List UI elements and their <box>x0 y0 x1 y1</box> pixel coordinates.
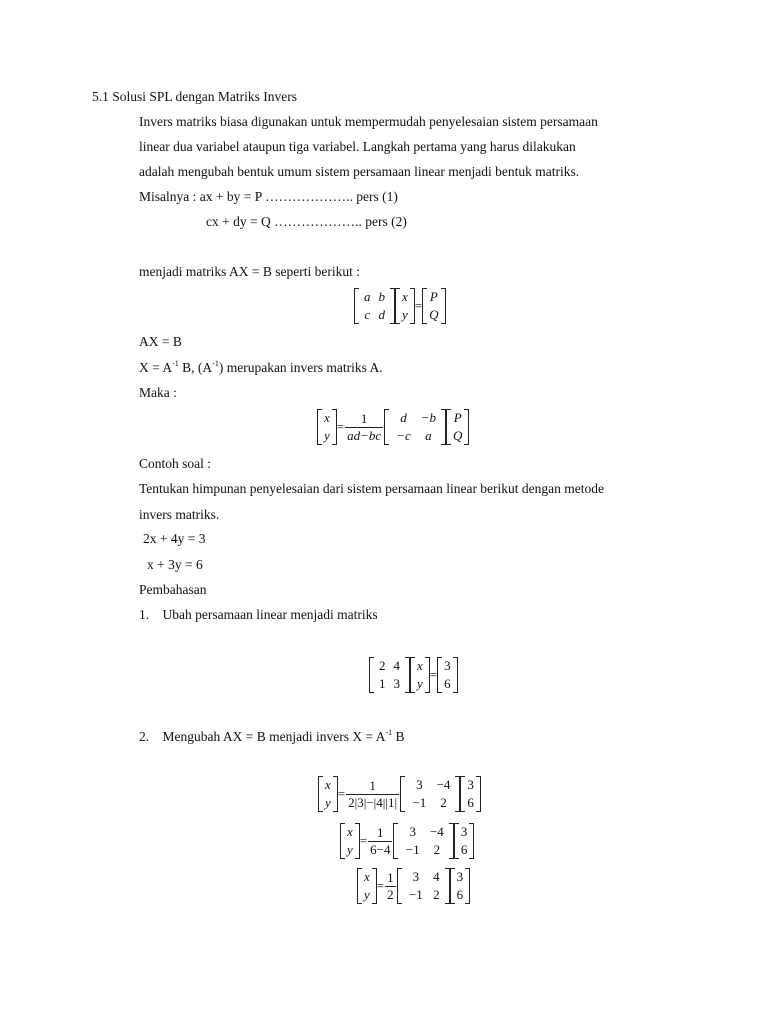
equals-sign: = <box>337 786 346 801</box>
section-heading: 5.1 Solusi SPL dengan Matriks Invers <box>92 89 297 104</box>
vector-b <box>437 657 458 693</box>
equation-2: cx + dy = Q ……………….. pers (2) <box>206 214 407 229</box>
fraction-denominator: 6−4 <box>370 841 391 857</box>
matrix-a <box>369 657 410 693</box>
inverse-formula <box>317 409 469 445</box>
vector-x <box>395 288 415 324</box>
matrix-cell: 2 <box>379 658 386 673</box>
vector-cell: x <box>325 777 331 792</box>
matrix-a <box>354 288 395 324</box>
step-text: Ubah persamaan linear menjadi matriks <box>162 607 378 622</box>
fraction-numerator: 1 <box>345 411 383 428</box>
matrix-cell: 3 <box>412 869 420 884</box>
fraction <box>346 778 399 811</box>
vector-cell: y <box>417 676 423 691</box>
vector-cell: y <box>325 795 331 810</box>
vector-cell: P <box>429 289 438 304</box>
fraction <box>345 411 383 444</box>
equals-sign: = <box>336 419 345 434</box>
example-label-text: Misalnya : <box>139 189 197 204</box>
matrix-cell: −4 <box>436 777 451 792</box>
step-number: 1. <box>139 607 150 622</box>
vector-cell: 6 <box>444 676 451 691</box>
matrix-cell: −b <box>420 410 436 425</box>
inverse-text-c: ) merupakan invers matriks A. <box>218 360 383 375</box>
vector-cell: 6 <box>467 795 474 810</box>
vector-b <box>446 409 469 445</box>
vector-cell: x <box>324 410 330 425</box>
vector-x <box>318 776 338 812</box>
inverse-text-a: X = A <box>139 360 173 375</box>
system-eq-1: 2x + 4y = 3 <box>143 531 206 546</box>
matrix-cell: −c <box>396 428 411 443</box>
vector-cell: 6 <box>456 887 464 902</box>
vector-b <box>450 868 471 904</box>
matrix-cell: c <box>364 307 371 322</box>
matrix-cell: 3 <box>409 824 416 839</box>
inverse-text-b: B, (A <box>178 360 213 375</box>
adjugate-matrix <box>393 823 453 859</box>
vector-cell: 6 <box>460 842 468 857</box>
fraction <box>368 825 392 858</box>
example-label <box>139 188 398 206</box>
vector-cell: Q <box>429 307 439 322</box>
adjugate-matrix <box>400 776 460 812</box>
vector-cell: y <box>364 887 370 902</box>
matrix-cell: −1 <box>405 842 420 857</box>
vector-cell: x <box>402 289 408 304</box>
vector-cell: 3 <box>467 777 474 792</box>
system-eq-2: x + 3y = 6 <box>147 557 203 572</box>
matrix-cell: a <box>425 428 432 443</box>
vector-cell: y <box>402 307 408 322</box>
vector-cell: x <box>347 824 353 839</box>
matrix-cell: −1 <box>412 795 427 810</box>
vector-cell: Q <box>453 428 463 443</box>
equals-sign: = <box>376 878 385 893</box>
matrix-cell: b <box>378 289 385 304</box>
matrix-cell: a <box>364 289 371 304</box>
matrix-cell: −1 <box>408 887 423 902</box>
matrix-cell: 4 <box>433 869 440 884</box>
matrix-cell: 2 <box>440 795 447 810</box>
vector-cell: y <box>347 842 353 857</box>
fraction-numerator: 1 <box>346 778 399 795</box>
fraction-numerator: 1 <box>387 869 394 885</box>
adjugate-matrix <box>397 868 450 904</box>
step-text-a: Mengubah AX = B menjadi invers X = A <box>162 729 386 744</box>
fraction-denominator: 2|3|−|4||1| <box>348 794 398 810</box>
vector-cell: 3 <box>460 824 468 839</box>
vector-b <box>460 776 481 812</box>
contoh-label: Contoh soal : <box>139 456 212 471</box>
vector-cell: x <box>364 869 370 884</box>
vector-cell: y <box>324 428 330 443</box>
adjugate-matrix <box>384 409 446 445</box>
matrix-intro: menjadi matriks AX = B seperti berikut : <box>139 264 360 279</box>
fraction <box>385 870 396 903</box>
matrix-cell: d <box>378 307 385 322</box>
matrix-equation-general <box>354 288 446 324</box>
matrix-cell: 3 <box>393 676 400 691</box>
calc-step-3 <box>357 868 470 904</box>
matrix-cell: d <box>400 410 407 425</box>
vector-x <box>340 823 360 859</box>
intro-line-3: adalah mengubah bentuk umum sistem persamaan linear menjadi bentuk matriks. <box>139 164 580 179</box>
matrix-cell: 3 <box>416 777 423 792</box>
matrix-cell: 1 <box>379 676 386 691</box>
problem-line-1: Tentukan himpunan penyelesaian dari sistem persamaan linear berikut dengan metode <box>139 481 605 496</box>
vector-x <box>357 868 377 904</box>
matrix-cell: 2 <box>433 842 441 857</box>
fraction-denominator: 2 <box>387 886 394 902</box>
intro-line-2: linear dua variabel ataupun tiga variabel. Langkah pertama yang harus dilakukan <box>139 139 576 154</box>
calc-step-1 <box>318 776 481 812</box>
fraction-numerator: 1 <box>368 825 392 842</box>
superscript: -1 <box>385 728 393 737</box>
matrix-cell: −4 <box>429 824 444 839</box>
matrix-cell: 4 <box>393 658 400 673</box>
matrix-equation-example <box>369 657 458 693</box>
vector-cell: P <box>453 410 462 425</box>
problem-line-2: invers matriks. <box>139 507 220 522</box>
vector-b <box>454 823 475 859</box>
matrix-cell: 2 <box>433 887 440 902</box>
equals-sign: = <box>414 298 423 313</box>
vector-b <box>422 288 445 324</box>
step-number: 2. <box>139 729 150 744</box>
superscript: -1 <box>172 359 179 368</box>
equation-1: ax + by = P ……………….. pers (1) <box>199 189 398 204</box>
step-1 <box>139 606 378 624</box>
vector-cell: 3 <box>444 658 451 673</box>
inverse-definition <box>139 359 383 377</box>
calc-step-2 <box>340 823 474 859</box>
step-2 <box>139 728 405 746</box>
ax-b-line: AX = B <box>139 334 182 349</box>
equals-sign: = <box>429 667 438 682</box>
step-text <box>163 729 405 744</box>
intro-line-1: Invers matriks biasa digunakan untuk mempermudah penyelesaian sistem persamaan <box>139 114 598 129</box>
vector-cell: 3 <box>456 869 464 884</box>
fraction-denominator: ad−bc <box>347 427 382 443</box>
equals-sign: = <box>359 833 368 848</box>
vector-x <box>317 409 337 445</box>
maka-label: Maka : <box>139 385 177 400</box>
superscript: -1 <box>212 359 219 368</box>
vector-cell: x <box>417 658 423 673</box>
pembahasan-label: Pembahasan <box>139 582 207 597</box>
step-text-b: B <box>392 729 405 744</box>
vector-x <box>410 657 430 693</box>
